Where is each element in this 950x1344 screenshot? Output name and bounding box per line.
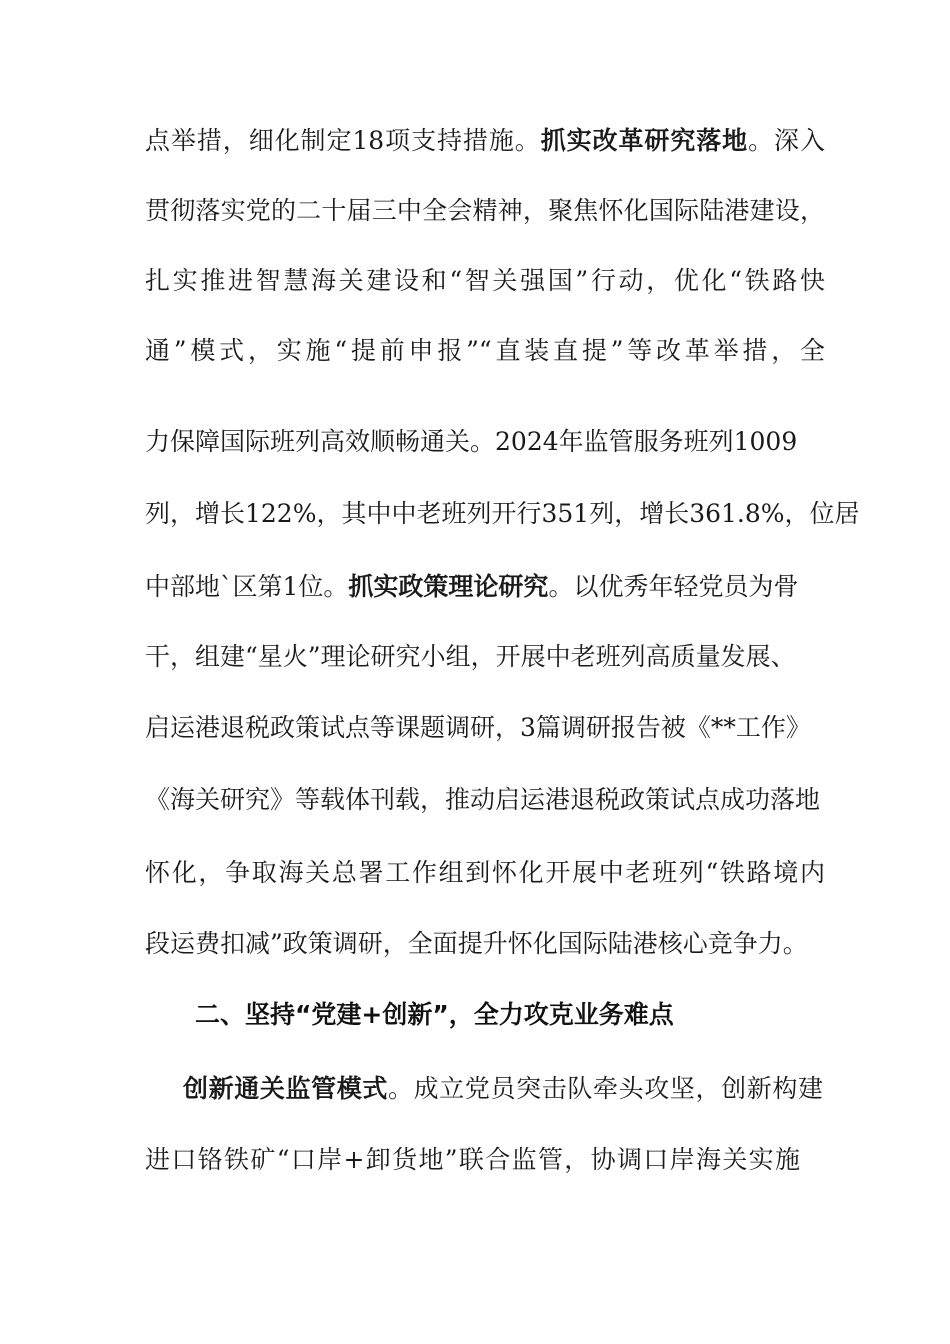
section-heading: 二、坚持“党建+创新”，全力攻克业务难点 bbox=[195, 1000, 674, 1029]
emphasis-run: 创新通关监管模式 bbox=[183, 1074, 388, 1103]
text-run: 。以优秀年轻党员为骨 bbox=[548, 572, 799, 601]
body-line-5: 力保障国际班列高效顺畅通关。2024年监管服务班列1009 bbox=[145, 427, 798, 456]
body-line-8: 干，组建“星火”理论研究小组，开展中老班列高质量发展、 bbox=[145, 642, 796, 671]
body-line-7 bbox=[145, 570, 825, 604]
body-line-11: 怀化，争取海关总署工作组到怀化开展中老班列“铁路境内 bbox=[145, 858, 825, 887]
body-line-13 bbox=[183, 1072, 823, 1106]
body-line-6: 列，增长122%，其中中老班列开行351列，增长361.8%，位居 bbox=[145, 499, 860, 528]
body-line-2: 贯彻落实党的二十届三中全会精神，聚焦怀化国际陆港建设， bbox=[145, 196, 825, 225]
body-line-1 bbox=[145, 124, 825, 158]
emphasis-run: 抓实政策理论研究 bbox=[348, 572, 549, 601]
body-line-9: 启运港退税政策试点等课题调研，3篇调研报告被《**工作》 bbox=[145, 713, 811, 742]
body-line-4: 通”模式，实施“提前申报”“直装直提”等改革举措，全 bbox=[145, 336, 825, 365]
text-run: 中部地`区第1位。 bbox=[145, 572, 349, 601]
body-line-14: 进口铬铁矿“口岸+卸货地”联合监管，协调口岸海关实施 bbox=[145, 1145, 800, 1174]
emphasis-run: 抓实改革研究落地 bbox=[540, 126, 749, 155]
body-line-12: 段运费扣减”政策调研，全面提升怀化国际陆港核心竞争力。 bbox=[145, 929, 808, 958]
body-line-10: 《海关研究》等载体刊载，推动启运港退税政策试点成功落地 bbox=[145, 785, 821, 814]
text-run: 点举措，细化制定18项支持措施。 bbox=[145, 126, 541, 155]
body-line-3: 扎实推进智慧海关建设和“智关强国”行动，优化“铁路快 bbox=[145, 266, 825, 295]
text-run: 。成立党员突击队牵头攻坚，创新构建 bbox=[388, 1074, 823, 1103]
text-run: 。深入 bbox=[748, 126, 825, 155]
